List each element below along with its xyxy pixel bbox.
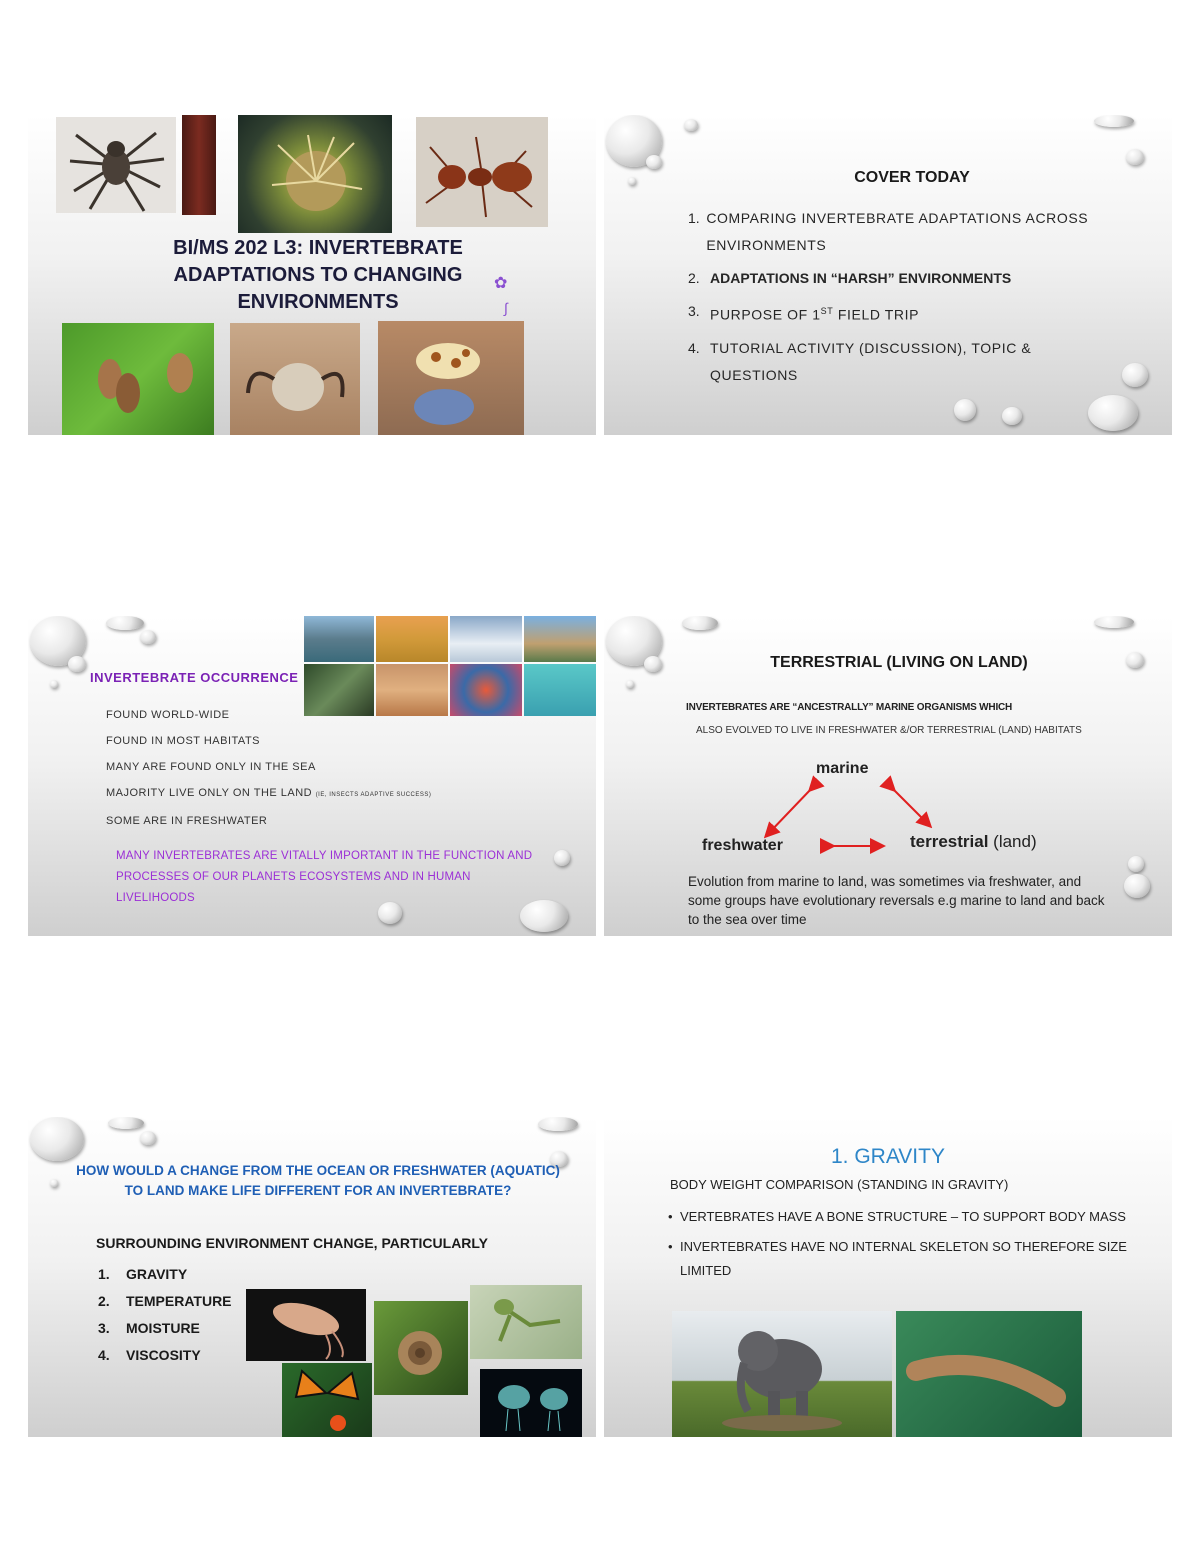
slide1-title: BI/MS 202 L3: INVERTEBRATE ADAPTATIONS TO CHANGING ENVIRONMENTS xyxy=(173,237,463,313)
water-drop-icon xyxy=(108,1117,144,1129)
biome-mountains-photo xyxy=(304,616,374,662)
spider-photo xyxy=(56,117,176,213)
agenda-text: ADAPTATIONS IN “HARSH” ENVIRONMENTS xyxy=(710,270,1012,286)
occurrence-bullet: MANY ARE FOUND ONLY IN THE SEA xyxy=(106,761,316,773)
ant-photo xyxy=(416,117,548,227)
agenda-text-after: FIELD TRIP xyxy=(833,306,920,323)
agenda-num: 1. xyxy=(688,210,700,226)
occurrence-list xyxy=(106,702,431,834)
biome-polar-photo xyxy=(450,616,522,662)
water-drop-icon xyxy=(50,680,58,688)
water-drop-icon xyxy=(1088,395,1138,431)
water-drop-icon xyxy=(30,1117,84,1161)
hermit-crab-photo xyxy=(230,323,360,435)
agenda-list xyxy=(688,205,1128,389)
water-drop-icon xyxy=(954,399,976,421)
purple-doodle-icon: ✿ xyxy=(494,275,508,292)
water-drop-icon xyxy=(140,630,156,644)
slide3-heading: INVERTEBRATE OCCURRENCE xyxy=(90,670,299,685)
factor-text: TEMPERATURE xyxy=(126,1293,232,1309)
factor-num: 4. xyxy=(98,1347,110,1363)
occurrence-bullet: FOUND WORLD-WIDE xyxy=(106,709,230,721)
agenda-text-before: PURPOSE OF 1 xyxy=(710,306,821,323)
agenda-item-3 xyxy=(688,298,1128,329)
slide-title xyxy=(28,115,596,435)
water-drop-icon xyxy=(1126,149,1144,165)
water-drop-icon xyxy=(554,850,570,866)
water-drop-icon xyxy=(106,616,144,630)
water-drop-icon xyxy=(538,1117,578,1131)
squid-photo xyxy=(246,1289,366,1361)
wood-post-photo xyxy=(182,115,216,215)
occurrence-bullet: SOME ARE IN FRESHWATER xyxy=(106,815,268,827)
factor-item xyxy=(98,1315,232,1342)
purple-squiggle-icon: ∫ xyxy=(504,300,508,316)
arrow-marine-terrestrial xyxy=(892,788,928,824)
agenda-num: 4. xyxy=(688,339,700,356)
slide4-evolution-text: Evolution from marine to land, was sometimes via freshwater, and some groups have evolutionary reversals e.g marine to land and back to the sea over time xyxy=(688,874,1105,927)
elephant-photo xyxy=(672,1311,892,1437)
gravity-bullet-text: INVERTEBRATES HAVE NO INTERNAL SKELETON SO THEREFORE SIZE LIMITED xyxy=(680,1239,1127,1278)
slide4-line2: ALSO EVOLVED TO LIVE IN FRESHWATER &/OR TERRESTRIAL (LAND) HABITATS xyxy=(696,725,1082,736)
sea-urchin-photo xyxy=(238,115,392,233)
slide-environment-change xyxy=(28,1117,596,1437)
water-drop-icon xyxy=(684,119,698,131)
gravity-bullet xyxy=(668,1205,1128,1229)
factor-list xyxy=(98,1261,232,1369)
node-terrestrial: terrestrial xyxy=(910,832,989,851)
occurrence-bullet-majority xyxy=(106,780,431,808)
occurrence-bullet: FOUND IN MOST HABITATS xyxy=(106,735,261,747)
slide-cover-today xyxy=(604,115,1172,435)
slide5-subheading: SURROUNDING ENVIRONMENT CHANGE, PARTICULARLY xyxy=(96,1235,489,1251)
arrow-marine-freshwater xyxy=(768,788,812,834)
occurrence-bullet: MAJORITY LIVE ONLY ON THE LAND xyxy=(106,787,313,799)
biome-grasslands-photo xyxy=(376,616,448,662)
gravity-bullet xyxy=(668,1235,1128,1283)
slide6-heading: 1. GRAVITY xyxy=(831,1145,945,1168)
factor-num: 1. xyxy=(98,1266,110,1282)
biome-reef-photo xyxy=(450,664,522,716)
gravity-bullets xyxy=(668,1205,1128,1283)
slide4-heading: TERRESTRIAL (LIVING ON LAND) xyxy=(770,654,1028,671)
factor-item xyxy=(98,1288,232,1315)
slide4-line1: INVERTEBRATES ARE “ANCESTRALLY” MARINE ORGANISMS WHICH xyxy=(686,702,1013,713)
mantis-photo xyxy=(470,1285,582,1359)
factor-item xyxy=(98,1261,232,1288)
water-drop-icon xyxy=(50,1179,58,1187)
slide-invertebrate-occurrence xyxy=(28,616,596,936)
bullet-dot-icon: • xyxy=(668,1209,673,1224)
agenda-text xyxy=(710,298,919,329)
monarch-butterfly-photo xyxy=(282,1363,372,1437)
factor-text: GRAVITY xyxy=(126,1266,188,1282)
node-freshwater: freshwater xyxy=(702,837,783,854)
agenda-sup: ST xyxy=(820,306,834,316)
biome-wetlands-photo xyxy=(524,616,596,662)
agenda-num: 3. xyxy=(688,303,700,319)
slide-terrestrial xyxy=(604,616,1172,936)
factor-item xyxy=(98,1342,232,1369)
jellyfish-photo xyxy=(480,1369,582,1437)
factor-num: 2. xyxy=(98,1293,110,1309)
agenda-item-4 xyxy=(688,335,1128,389)
snails-on-leaf-photo xyxy=(62,323,214,435)
agenda-item-2 xyxy=(688,265,1128,292)
water-drop-icon xyxy=(1002,407,1022,425)
biome-ocean-photo xyxy=(524,664,596,716)
slide2-heading: COVER TODAY xyxy=(854,169,970,186)
slide3-highlight: MANY INVERTEBRATES ARE VITALLY IMPORTANT IN THE FUNCTION AND PROCESSES OF OUR PLANETS ECOSYSTEMS AND IN HUMAN LIVELIHOODS xyxy=(116,850,533,904)
water-drop-icon xyxy=(646,155,662,169)
slug-photo xyxy=(896,1311,1082,1437)
agenda-num: 2. xyxy=(688,270,700,286)
factor-num: 3. xyxy=(98,1320,110,1336)
node-terrestrial-suffix: (land) xyxy=(988,832,1037,851)
factor-text: MOISTURE xyxy=(126,1320,200,1336)
occurrence-bullet-note: (IE, INSECTS ADAPTIVE SUCCESS) xyxy=(315,792,432,798)
water-drop-icon xyxy=(1094,115,1134,127)
sea-slug-photo xyxy=(378,321,524,435)
node-marine: marine xyxy=(816,760,869,777)
snail-photo xyxy=(374,1301,468,1395)
gravity-bullet-text: VERTEBRATES HAVE A BONE STRUCTURE – TO SUPPORT BODY MASS xyxy=(680,1209,1126,1224)
slide5-question: HOW WOULD A CHANGE FROM THE OCEAN OR FRESHWATER (AQUATIC) TO LAND MAKE LIFE DIFFERENT FOR AN INVERTEBRATE? xyxy=(76,1163,560,1198)
slide6-subheading: BODY WEIGHT COMPARISON (STANDING IN GRAVITY) xyxy=(670,1177,1009,1192)
agenda-item-1 xyxy=(688,205,1128,259)
factor-text: VISCOSITY xyxy=(126,1347,201,1363)
bullet-dot-icon: • xyxy=(668,1239,673,1254)
water-drop-icon xyxy=(68,656,86,672)
agenda-text: TUTORIAL ACTIVITY (DISCUSSION), TOPIC & QUESTIONS xyxy=(710,339,1032,383)
water-drop-icon xyxy=(140,1131,156,1145)
agenda-text: COMPARING INVERTEBRATE ADAPTATIONS ACROSS ENVIRONMENTS xyxy=(706,210,1089,253)
slide-gravity xyxy=(604,1117,1172,1437)
